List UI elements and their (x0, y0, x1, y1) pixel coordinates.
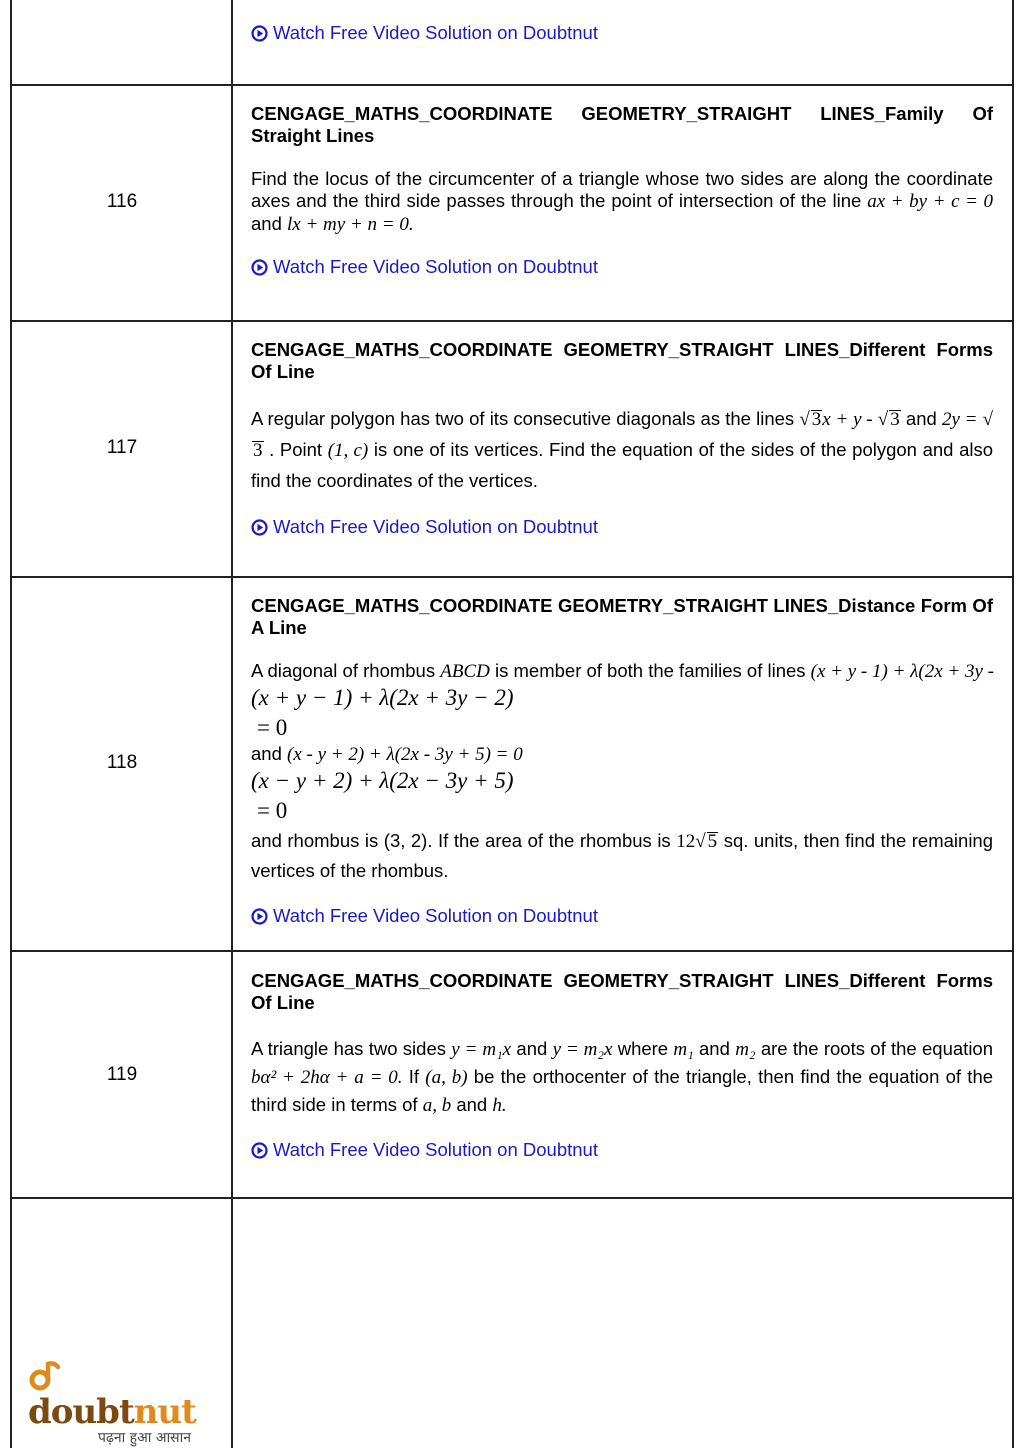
question-cell (251, 970, 993, 1161)
table-border-right (1012, 0, 1014, 1448)
watch-video-label: Watch Free Video Solution on Doubtnut (273, 905, 598, 926)
question-number: 117 (106, 437, 138, 458)
watch-video-link[interactable] (251, 22, 993, 44)
question-number: 118 (106, 752, 138, 773)
watch-video-label: Watch Free Video Solution on Doubtnut (273, 516, 598, 537)
watch-video-link[interactable] (251, 1139, 993, 1161)
play-circle-icon (251, 908, 268, 925)
row-divider (10, 320, 1014, 322)
question-text: A regular polygon has two of its consecutive diagonals as the lines √ 3x + y - √ 3 and 2y = √3 . Point (1, c) is one of its vertices. Find the equation of the sides of the polygon and also find the coordinates of the vertices. (251, 408, 994, 491)
question-topic: CENGAGE_MATHS_COORDINATE GEOMETRY_STRAIGHT LINES_Distance Form Of A Line (251, 595, 993, 638)
play-circle-icon (251, 259, 268, 276)
table-column-divider (231, 0, 233, 1448)
row-divider (10, 84, 1014, 86)
question-cell (251, 339, 993, 538)
row-divider (10, 1197, 1014, 1199)
doubtnut-logo: doubtnut पढ़ना हुआ आसान (28, 1358, 228, 1447)
question-cell (251, 103, 993, 278)
play-circle-icon (251, 25, 268, 42)
play-circle-icon (251, 519, 268, 536)
row-divider (10, 576, 1014, 578)
watch-video-link[interactable] (251, 516, 993, 538)
question-text: A triangle has two sides y = m₁x and y = m₂x where m₁ and m₂ are the roots of the equation bα² + 2hα + a = 0. If (a, b) be the orthocenter of the triangle, then find the equation of the third side in terms of a, b and h. (251, 1038, 994, 1116)
watch-video-label: Watch Free Video Solution on Doubtnut (273, 256, 598, 277)
watch-video-label: Watch Free Video Solution on Doubtnut (273, 1139, 598, 1160)
question-number: 119 (106, 1064, 138, 1085)
note-icon (28, 1358, 62, 1392)
watch-video-label: Watch Free Video Solution on Doubtnut (273, 22, 598, 43)
row-divider (10, 950, 1014, 952)
watch-video-link[interactable] (251, 256, 993, 278)
question-cell (251, 595, 993, 927)
question-text: Find the locus of the circumcenter of a triangle whose two sides are along the coordinate axes and the third side passes through the point of intersection of the line ax + by + c = 0 and lx + my + n = 0. (251, 168, 993, 235)
logo-tagline: पढ़ना हुआ आसान (98, 1430, 192, 1446)
table-border-left (10, 0, 12, 1448)
question-topic: CENGAGE_MATHS_COORDINATE GEOMETRY_STRAIGHT LINES_Different Forms Of Line (251, 339, 993, 382)
play-circle-icon (251, 1142, 268, 1159)
question-number: 116 (106, 191, 138, 212)
question-topic: CENGAGE_MATHS_COORDINATE GEOMETRY_STRAIGHT LINES_Different Forms Of Line (251, 970, 993, 1013)
question-topic: CENGAGE_MATHS_COORDINATE GEOMETRY_STRAIGHT LINES_Family Of Straight Lines (251, 103, 993, 146)
watch-video-link[interactable] (251, 905, 993, 927)
question-text: A diagonal of rhombus ABCD is member of both the families of lines (x + y - 1) + λ(2x + 3y - (x + y − 1) + λ(2x + 3y − 2) = 0 and (x - y + 2) + λ(2x - 3y + 5) = 0 (x − y + 2) + λ(2x − 3y + 5) = 0 and rhombus is (3, 2). If the area of the rhombus is 12√ 5 sq. units, then find the remaining vertices of the rhombus. (251, 660, 994, 881)
